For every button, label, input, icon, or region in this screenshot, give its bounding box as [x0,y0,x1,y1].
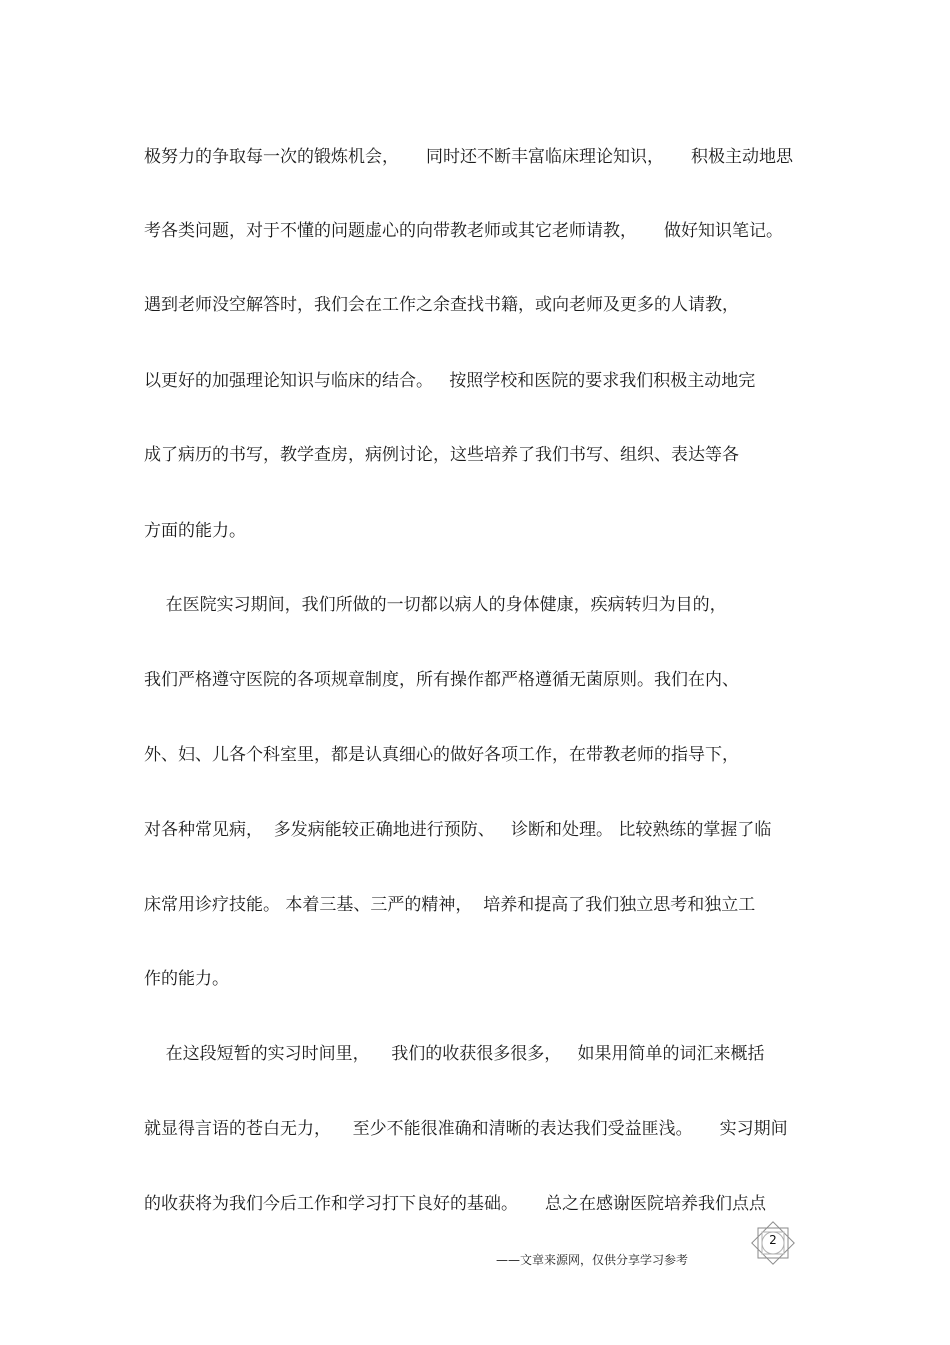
text-line: 作的能力。 [144,969,229,989]
text-line: 在这段短暂的实习时间里， 我们的收获很多很多， 如果用简单的词汇来概括 [144,1044,765,1064]
text-line: 极努力的争取每一次的锻炼机会， 同时还不断丰富临床理论知识， 积极主动地思 [144,147,794,167]
text-line: 以更好的加强理论知识与临床的结合。 按照学校和医院的要求我们积极主动地完 [144,371,756,391]
text-line: 我们严格遵守医院的各项规章制度，所有操作都严格遵循无菌原则。我们在内、 [144,670,739,690]
text-line: 外、妇、儿各个科室里，都是认真细心的做好各项工作，在带教老师的指导下， [144,745,739,765]
text-line: 成了病历的书写，教学查房，病例讨论，这些培养了我们书写、组织、表达等各 [144,445,739,465]
text-line: 在医院实习期间，我们所做的一切都以病人的身体健康，疾病转归为目的， [144,595,727,615]
page-number: 2 [769,1233,777,1247]
text-line: 对各种常见病， 多发病能较正确地进行预防、 诊断和处理。 比较熟练的掌握了临 [144,820,772,840]
text-line: 就显得言语的苍白无力， 至少不能很准确和清晰的表达我们受益匪浅。 实习期间 [144,1119,788,1139]
text-line: 床常用诊疗技能。 本着三基、三严的精神， 培养和提高了我们独立思考和独立工 [144,895,756,915]
text-line: 的收获将为我们今后工作和学习打下良好的基础。 总之在感谢医院培养我们点点 [144,1194,767,1214]
text-line: 方面的能力。 [144,521,246,541]
footer-source-note: ——文章来源网，仅供分享学习参考 [496,1253,689,1267]
text-line: 遇到老师没空解答时，我们会在工作之余查找书籍，或向老师及更多的人请教， [144,295,739,315]
text-line: 考各类问题，对于不懂的问题虚心的向带教老师或其它老师请教， 做好知识笔记。 [144,221,784,241]
page-number-badge [749,1220,797,1266]
